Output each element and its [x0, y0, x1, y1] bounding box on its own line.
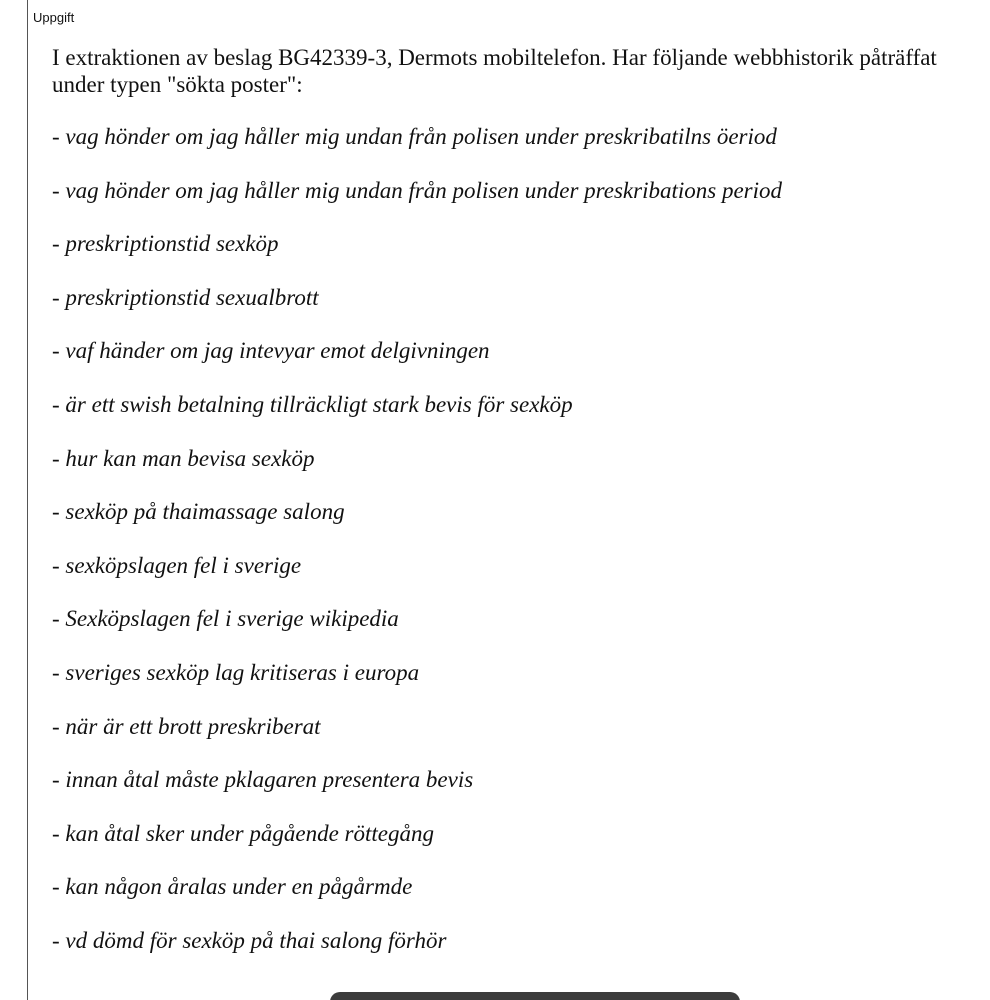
search-entry: - vd dömd för sexköp på thai salong förhör: [52, 927, 447, 953]
field-label: Uppgift: [33, 10, 75, 25]
task-content: [52, 44, 972, 968]
search-history-list: [52, 110, 972, 968]
search-entry: - när är ett brott preskriberat: [52, 713, 321, 739]
search-entry: - preskriptionstid sexualbrott: [52, 284, 319, 310]
search-entry: - sexköp på thaimassage salong: [52, 499, 345, 525]
search-entry: - kan åtal sker under pågående röttegång: [52, 820, 434, 846]
search-entry: - sveriges sexköp lag kritiseras i europa: [52, 659, 420, 685]
search-entry: - vaf händer om jag intevyar emot delgivningen: [52, 338, 490, 364]
search-entry: - sexköpslagen fel i sverige: [52, 552, 302, 578]
intro-paragraph: I extraktionen av beslag BG42339-3, Dermots mobiltelefon. Har följande webbhistorik påträffat under typen "sökta poster":: [52, 45, 937, 97]
home-indicator-bar[interactable]: [330, 992, 740, 1000]
search-entry: - vag hönder om jag håller mig undan från polisen under preskribatilns öeriod: [52, 124, 777, 149]
search-entry: - vag hönder om jag håller mig undan från polisen under preskribations period: [52, 177, 782, 203]
search-entry: - innan åtal måste pklagaren presentera bevis: [52, 767, 474, 793]
search-entry: - Sexköpslagen fel i sverige wikipedia: [52, 606, 399, 632]
left-border-line: [27, 0, 28, 1000]
search-entry: - är ett swish betalning tillräckligt stark bevis för sexköp: [52, 391, 573, 417]
search-entry: - preskriptionstid sexköp: [52, 231, 279, 257]
search-entry: - kan någon åralas under en pågårmde: [52, 874, 413, 900]
search-entry: - hur kan man bevisa sexköp: [52, 445, 315, 471]
